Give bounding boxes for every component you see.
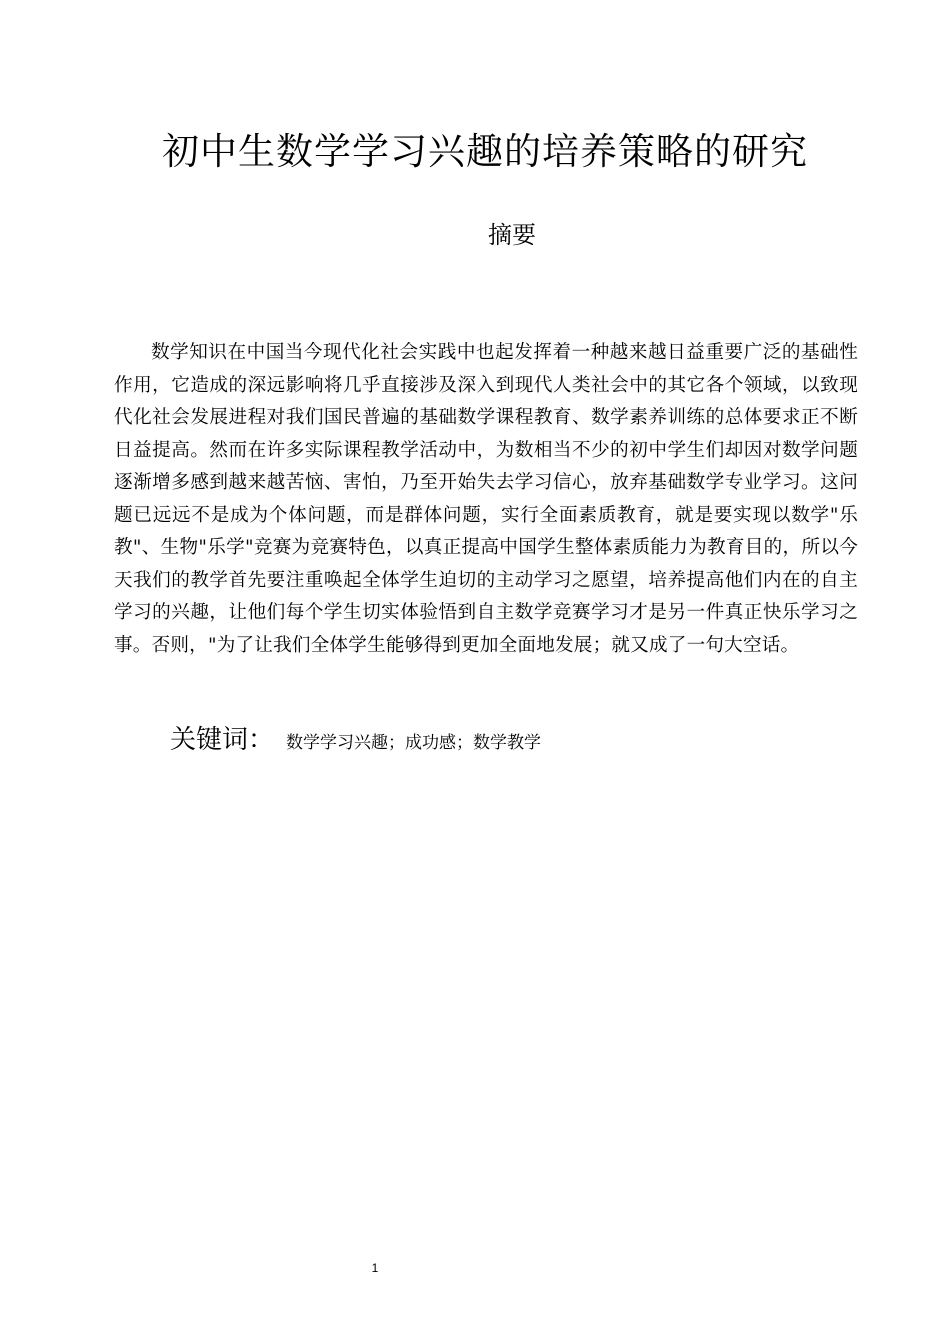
keywords-line — [170, 718, 541, 762]
abstract-heading: 摘要 — [488, 221, 536, 249]
page-number: 1 — [371, 1261, 379, 1275]
keywords-label: 关键词： — [170, 725, 275, 755]
abstract-body: 数学知识在中国当今现代化社会实践中也起发挥着一种越来越日益重要广泛的基础性作用，它造成的深远影响将几乎直接涉及深入到现代人类社会中的其它各个领域，以致现代化社会发展进程对我们国民普遍的基础数学课程教育、数学素养训练的总体要求正不断日益提高。然而在许多实际课程教学活动中，为数相当不少的初中学生们却因对数学问题逐渐增多感到越来越苦恼、害怕，乃至开始失去学习信心，放弃基础数学专业学习。这问题已远远不是成为个体问题，而是群体问题，实行全面素质教育，就是要实现以数学"乐教"、生物"乐学"竞赛为竞赛特色，以真正提高中国学生整体素质能力为教育目的，所以今天我们的教学首先要注重唤起全体学生迫切的主动学习之愿望，培养提高他们内在的自主学习的兴趣，让他们每个学生切实体验悟到自主数学竞赛学习才是另一件真正快乐学习之事。否则，"为了让我们全体学生能够得到更加全面地发展；就又成了一句大空话。 — [114, 342, 858, 656]
keywords-value: 数学学习兴趣；成功感；数学教学 — [286, 733, 542, 753]
document-title: 初中生数学学习兴趣的培养策略的研究 — [162, 130, 808, 173]
